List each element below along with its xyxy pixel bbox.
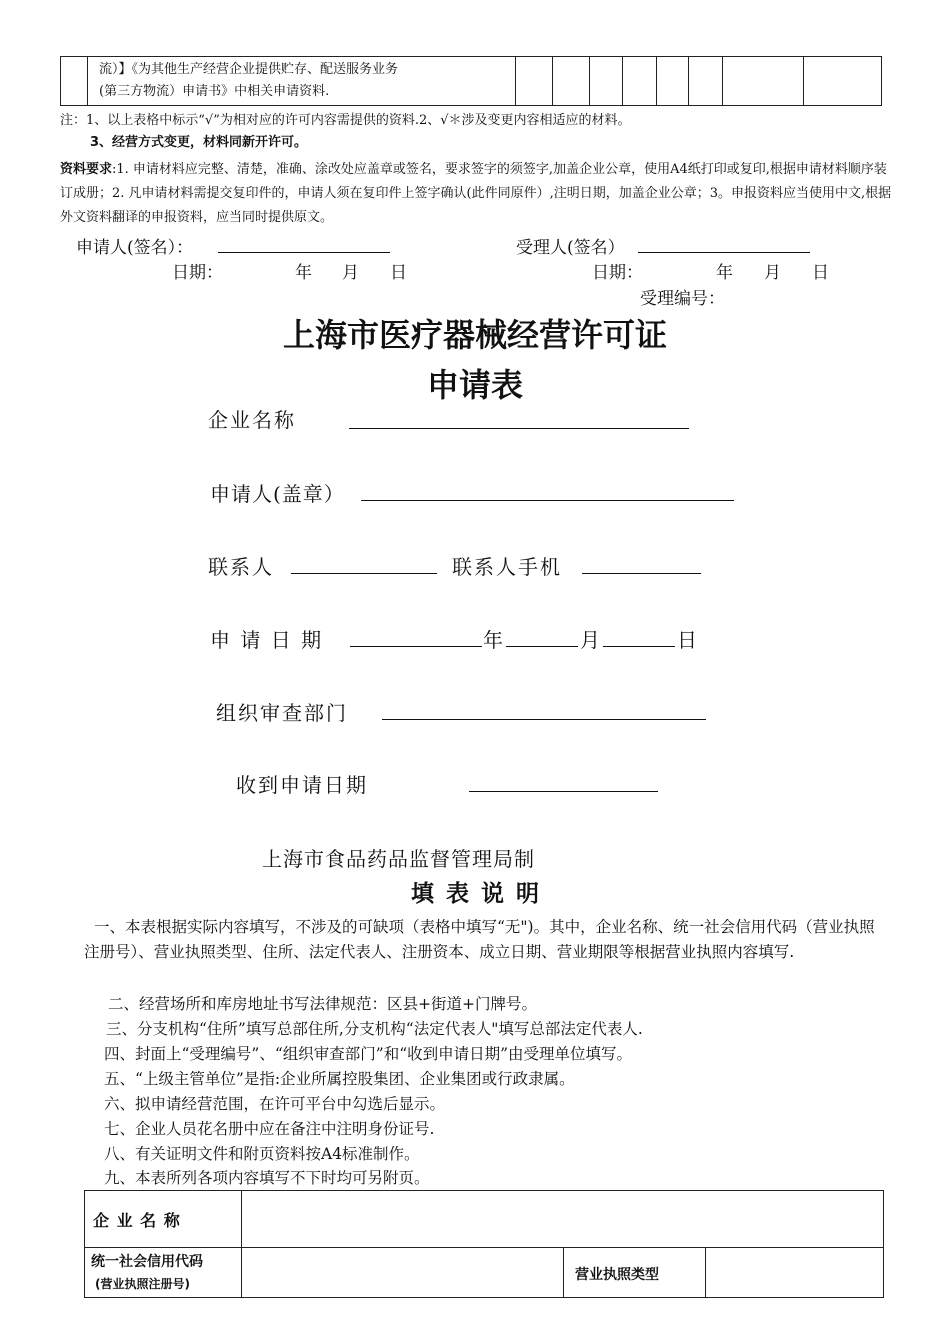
table-row-text-line2: (第三方物流）申请书》中相关申请资料. (99, 84, 330, 99)
applicant-signature-label: 申请人(签名）： (76, 238, 194, 258)
materials-table-fragment (60, 56, 882, 106)
contact-line[interactable] (291, 573, 437, 574)
received-date-label: 收到申请日期 (236, 773, 368, 797)
instruction-item-9: 九、本表所列各项内容填写不下时均可另附页。 (104, 1169, 430, 1187)
instruction-item-3: 三、分支机构“住所”填写总部住所,分支机构“法定代表人"填写总部法定代表人. (106, 1020, 643, 1038)
date-label: 日期： (592, 263, 643, 283)
applicant-date-day: 日 (390, 263, 407, 283)
apply-date-day-line[interactable] (603, 646, 675, 647)
date-label: 日期： (172, 263, 223, 283)
applicant-date (172, 258, 223, 283)
notes (60, 110, 890, 154)
contact-phone-line[interactable] (582, 573, 701, 574)
instruction-item-8: 八、有关证明文件和附页资料按A4标准制作。 (104, 1145, 420, 1163)
receiver-signature (516, 233, 625, 258)
applicant-signature (76, 233, 193, 258)
apply-date-label: 申 请 日 期 (210, 628, 324, 652)
applicant-signature-line[interactable] (218, 252, 390, 253)
apply-date-day: 日 (677, 628, 699, 652)
receiver-date (592, 258, 643, 283)
company-name-label: 企业名称 (208, 408, 296, 432)
credit-code-label: 统一社会信用代码 (91, 1254, 203, 1270)
accept-number-label: 受理编号： (640, 289, 725, 309)
receiver-date-month: 月 (764, 263, 781, 283)
license-type-label: 营业执照类型 (575, 1267, 659, 1283)
material-requirements-text: :1. 申请材料应完整、清楚，准确、涂改处应盖章或签名，要求签字的须签字,加盖企业公章，使用A4纸打印或复印,根据申请材料顺序装订成册；2. 凡申请材料需提交复印件的，申请人须在复印件上签字确认(此件同原件）,注明日期，加盖企业公章；3。申报资料应当使用中文,根据外文资料翻译的申报资料，应当同时提供原文。 (60, 162, 892, 225)
receiver-date-year: 年 (716, 263, 733, 283)
form-title: 上海市医疗器械经营许可证 (282, 316, 667, 354)
instruction-item-5: 五、“上级主管单位”是指:企业所属控股集团、企业集团或行政隶属。 (104, 1070, 575, 1088)
apply-date-month: 月 (580, 628, 602, 652)
enterprise-info-table (84, 1190, 884, 1298)
contact-label: 联系人 (208, 555, 274, 579)
instruction-item-4: 四、封面上“受理编号”、“组织审查部门”和“收到申请日期”由受理单位填写。 (104, 1045, 633, 1063)
credit-code-sub-label: (营业执照注册号) (95, 1277, 190, 1291)
review-department-label: 组织审查部门 (216, 701, 348, 725)
received-date-line[interactable] (469, 791, 658, 792)
company-name-cell-label: 企 业 名 称 (93, 1211, 181, 1230)
applicant-seal-line[interactable] (361, 500, 734, 501)
instruction-item-6: 六、拟申请经营范围，在许可平台中勾选后显示。 (104, 1095, 446, 1113)
material-requirements-label: 资料要求 (60, 162, 113, 177)
issuer: 上海市食品药品监督管理局制 (262, 847, 535, 871)
table-row-text-line1: 流）】《为其他生产经营企业提供贮存、配送服务业务 (99, 62, 399, 77)
instruction-item-7: 七、企业人员花名册中应在备注中注明身份证号. (104, 1120, 435, 1138)
applicant-seal-label: 申请人(盖章） (210, 482, 345, 506)
apply-date-year-line[interactable] (350, 646, 482, 647)
applicant-date-month: 月 (342, 263, 359, 283)
review-department-line[interactable] (382, 719, 706, 720)
license-type-cell-input[interactable] (707, 1249, 881, 1297)
note-3: 3、经营方式变更，材料同新开许可。 (90, 135, 308, 150)
receiver-signature-line[interactable] (638, 252, 810, 253)
applicant-date-year: 年 (295, 263, 312, 283)
company-name-line[interactable] (349, 428, 689, 429)
material-requirements (60, 158, 892, 230)
instruction-item-2: 二、经营场所和库房地址书写法律规范：区县+街道+门牌号。 (108, 995, 537, 1013)
receiver-signature-label: 受理人(签名） (516, 238, 625, 258)
credit-code-cell-input[interactable] (243, 1249, 561, 1297)
table-row-text (99, 59, 569, 103)
instruction-item-1: 一、本表根据实际内容填写，不涉及的可缺项（表格中填写“无")。其中，企业名称、统一社会信用代码（营业执照注册号）、营业执照类型、住所、法定代表人、注册资本、成立日期、营业期限等根据营业执照内容填写. (84, 918, 875, 961)
note-1: 注：1、以上表格中标示“√”为相对应的许可内容需提供的资料.2、√＊涉及变更内容相适应的材料。 (60, 113, 631, 128)
contact-phone-label: 联系人手机 (452, 555, 562, 579)
instructions-heading: 填 表 说 明 (410, 881, 540, 907)
apply-date-year: 年 (483, 628, 505, 652)
company-name-cell-input[interactable] (243, 1192, 881, 1246)
form-subtitle: 申请表 (426, 366, 523, 404)
receiver-date-day: 日 (812, 263, 829, 283)
apply-date-month-line[interactable] (506, 646, 578, 647)
